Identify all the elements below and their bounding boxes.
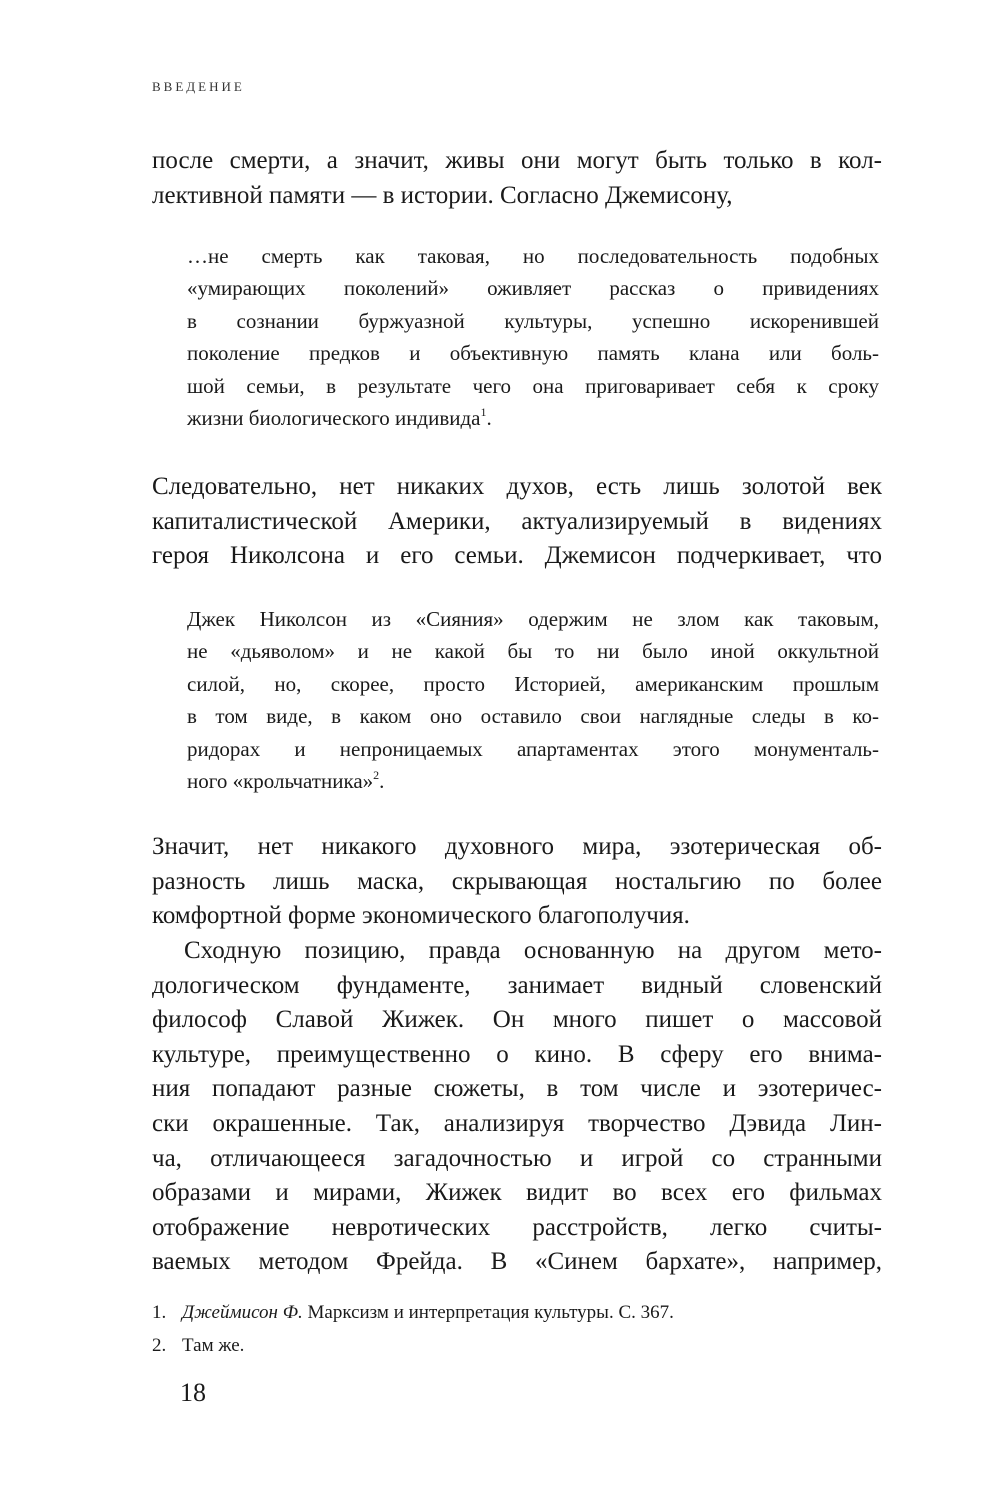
running-head: ВВЕДЕНИЕ	[152, 79, 245, 94]
footnote-text: Марксизм и интерпретация культуры. С. 367.	[302, 1302, 674, 1323]
text-line: культуре, преимущественно о кино. В сферу его внима-	[152, 1040, 882, 1068]
text-line: ски окрашенные. Так, анализируя творчество Дэвида Лин-	[152, 1109, 882, 1137]
footnote-1	[152, 1296, 852, 1329]
text-line: дологическом фундаменте, занимает видный словенский	[152, 971, 882, 999]
paragraph-4	[152, 934, 882, 1280]
text-line: ния попадают разные сюжеты, в том числе и эзотеричес-	[152, 1075, 882, 1103]
text-line: после смерти, а значит, живы они могут быть только в кол-	[152, 147, 882, 174]
footnote-2	[152, 1329, 852, 1362]
text-line: комфортной форме экономического благополучия.	[152, 902, 690, 930]
quote-line: …не смерть как таковая, но последовательность подобных	[187, 244, 879, 268]
footnote-number: 1.	[152, 1302, 167, 1323]
quote-line-last	[187, 765, 879, 797]
quote-line: силой, но, скорее, просто Историей, американским прошлым	[187, 671, 879, 696]
text-line: Следовательно, нет никаких духов, есть лишь золотой век	[152, 473, 882, 500]
quote-line-last	[187, 402, 879, 434]
footnote-ref-1[interactable]: 1	[480, 405, 487, 420]
page-number: 18	[180, 1378, 206, 1407]
quote-line: в том виде, в каком оно оставило свои наглядные следы в ко-	[187, 704, 879, 729]
text-line: отображение невротических расстройств, легко считы-	[152, 1213, 882, 1241]
text-line: образами и мирами, Жижек видит во всех его фильмах	[152, 1179, 882, 1207]
footnote-text: Там же.	[182, 1335, 245, 1356]
paragraph-1	[152, 144, 882, 213]
quote-end: .	[486, 406, 492, 431]
footnote-ref-2[interactable]: 2	[373, 768, 380, 783]
quote-line: поколение предков и объективную память клана или боль-	[187, 341, 879, 366]
text-line: ча, отличающееся загадочностью и игрой со странными	[152, 1144, 882, 1172]
quote-line: ридорах и непроницаемых апартаментах этого монументаль-	[187, 736, 879, 761]
quote-line: Джек Николсон из «Сияния» одержим не злом как таковым,	[187, 607, 879, 631]
text-line: философ Славой Жижек. Он много пишет о массовой	[152, 1006, 882, 1034]
paragraph-3	[152, 830, 882, 934]
text-line: Значит, нет никакого духовного мира, эзотерическая об-	[152, 833, 882, 860]
paragraph-2	[152, 470, 882, 574]
text-line: героя Николсона и его семьи. Джемисон подчеркивает, что	[152, 542, 882, 570]
quote-line: шой семьи, в результате чего она приговаривает себя к сроку	[187, 373, 879, 398]
text-line: Сходную позицию, правда основанную на другом мето-	[184, 937, 882, 964]
block-quote-1	[187, 240, 879, 434]
footnote-number: 2.	[152, 1335, 167, 1356]
text-line: лективной памяти — в истории. Согласно Джемисону,	[152, 181, 733, 209]
quote-text: ного «крольчатника»	[187, 769, 374, 794]
text-line: капиталистической Америки, актуализируемый в видениях	[152, 507, 882, 535]
quote-text: жизни биологического индивида	[187, 406, 481, 431]
footnotes	[152, 1296, 852, 1362]
block-quote-2	[187, 603, 879, 797]
text-line: ваемых методом Фрейда. В «Синем бархате», например,	[152, 1248, 882, 1276]
quote-line: не «дьяволом» и не какой бы то ни было иной оккультной	[187, 639, 879, 664]
footnote-author: Джеймисон Ф.	[182, 1302, 303, 1323]
quote-end: .	[379, 769, 385, 794]
quote-line: «умирающих поколений» оживляет рассказ о привидениях	[187, 276, 879, 301]
quote-line: в сознании буржуазной культуры, успешно искоренившей	[187, 308, 879, 333]
text-line: разность лишь маска, скрывающая ностальгию по более	[152, 867, 882, 895]
